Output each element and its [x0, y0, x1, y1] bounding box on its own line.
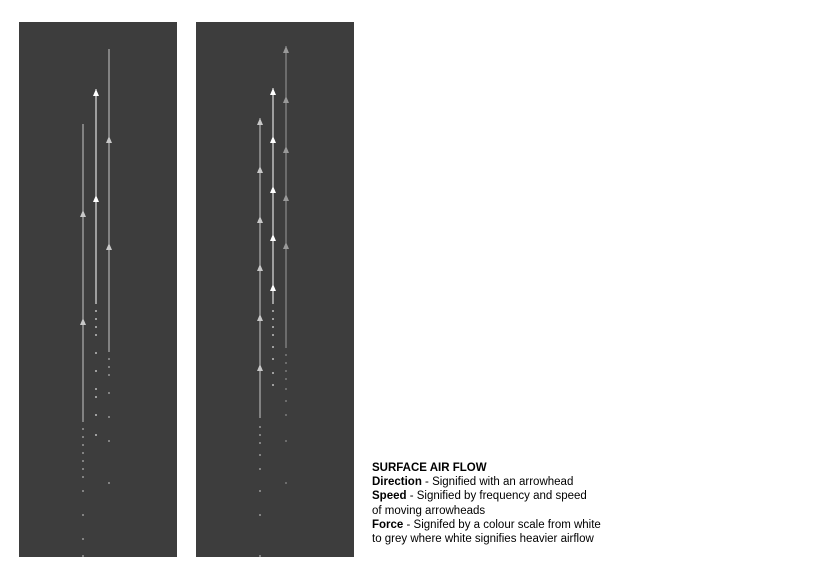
airflow-dash: [109, 482, 110, 484]
legend-speed: [372, 489, 672, 503]
airflow-dash: [109, 358, 110, 360]
airflow-dash: [273, 310, 274, 312]
airflow-dash: [260, 468, 261, 470]
airflow-dash: [83, 490, 84, 492]
airflow-dash: [96, 370, 97, 372]
airflow-dash: [286, 362, 287, 364]
airflow-dash: [260, 426, 261, 428]
airflow-dash: [260, 514, 261, 516]
airflow-dash: [260, 454, 261, 456]
airflow-dash: [286, 400, 287, 402]
airflow-dash: [273, 326, 274, 328]
airflow-dash: [109, 366, 110, 368]
airflow-dash: [96, 352, 97, 354]
arrowhead-icon: [270, 186, 276, 193]
airflow-dash: [83, 468, 84, 470]
arrowhead-icon: [257, 264, 263, 271]
airflow-dash: [96, 396, 97, 398]
legend-direction-term: Direction: [372, 476, 422, 489]
legend-force-text: - Signifed by a colour scale from white: [403, 518, 601, 531]
airflow-dash: [109, 440, 110, 442]
arrowhead-icon: [270, 88, 276, 95]
airflow-dash: [109, 416, 110, 418]
airflow-dash: [273, 384, 274, 386]
legend-direction-text: - Signified with an arrowhead: [421, 476, 574, 489]
airflow-dash: [286, 482, 287, 484]
arrowhead-icon: [257, 166, 263, 173]
arrowhead-icon: [270, 234, 276, 241]
arrowhead-icon: [93, 195, 99, 202]
arrowhead-icon: [283, 46, 289, 53]
airflow-dash: [273, 346, 274, 348]
legend-title: SURFACE AIR FLOW: [372, 462, 487, 474]
airflow-dash: [260, 434, 261, 436]
airflow-dash: [83, 476, 84, 478]
legend-force: [372, 518, 672, 532]
airflow-dash: [83, 460, 84, 462]
arrowhead-icon: [270, 284, 276, 291]
airflow-dash: [273, 334, 274, 336]
arrowhead-icon: [257, 118, 263, 125]
legend: [372, 461, 672, 546]
arrowhead-icon: [106, 243, 112, 250]
arrowhead-icon: [93, 89, 99, 96]
airflow-dash: [83, 444, 84, 446]
airflow-dash: [260, 555, 261, 557]
airflow-dash: [96, 310, 97, 312]
legend-speed-line-2: of moving arrowheads: [372, 504, 486, 517]
airflow-dash: [83, 538, 84, 540]
arrowhead-icon: [106, 136, 112, 143]
arrowhead-icon: [257, 216, 263, 223]
airflow-dash: [286, 440, 287, 442]
airflow-panel-left: [19, 22, 177, 557]
arrowhead-icon: [257, 314, 263, 321]
arrowhead-icon: [283, 194, 289, 201]
airflow-dash: [273, 372, 274, 374]
airflow-dash: [96, 434, 97, 436]
airflow-diagram-right: [196, 22, 354, 557]
airflow-dash: [286, 388, 287, 390]
airflow-dash: [286, 354, 287, 356]
airflow-dash: [83, 436, 84, 438]
airflow-dash: [96, 334, 97, 336]
airflow-dash: [286, 414, 287, 416]
airflow-dash: [83, 514, 84, 516]
arrowhead-icon: [80, 210, 86, 217]
airflow-dash: [96, 318, 97, 320]
airflow-dash: [96, 326, 97, 328]
airflow-dash: [83, 555, 84, 557]
airflow-panel-right: [196, 22, 354, 557]
legend-force-line-2: to grey where white signifies heavier airflow: [372, 533, 594, 546]
legend-speed-term: Speed: [372, 490, 407, 503]
arrowhead-icon: [80, 318, 86, 325]
legend-speed-text: - Signified by frequency and speed: [406, 490, 587, 503]
airflow-diagram-left: [19, 22, 177, 557]
airflow-dash: [260, 442, 261, 444]
airflow-dash: [109, 392, 110, 394]
airflow-dash: [96, 388, 97, 390]
airflow-dash: [96, 414, 97, 416]
arrowhead-icon: [270, 136, 276, 143]
airflow-dash: [286, 378, 287, 380]
airflow-dash: [83, 428, 84, 430]
airflow-dash: [260, 490, 261, 492]
airflow-dash: [286, 370, 287, 372]
legend-direction: [372, 475, 672, 489]
airflow-dash: [273, 358, 274, 360]
arrowhead-icon: [283, 96, 289, 103]
arrowhead-icon: [257, 364, 263, 371]
arrowhead-icon: [283, 146, 289, 153]
airflow-dash: [109, 374, 110, 376]
arrowhead-icon: [283, 242, 289, 249]
airflow-dash: [83, 452, 84, 454]
airflow-dash: [273, 318, 274, 320]
legend-force-term: Force: [372, 518, 404, 531]
